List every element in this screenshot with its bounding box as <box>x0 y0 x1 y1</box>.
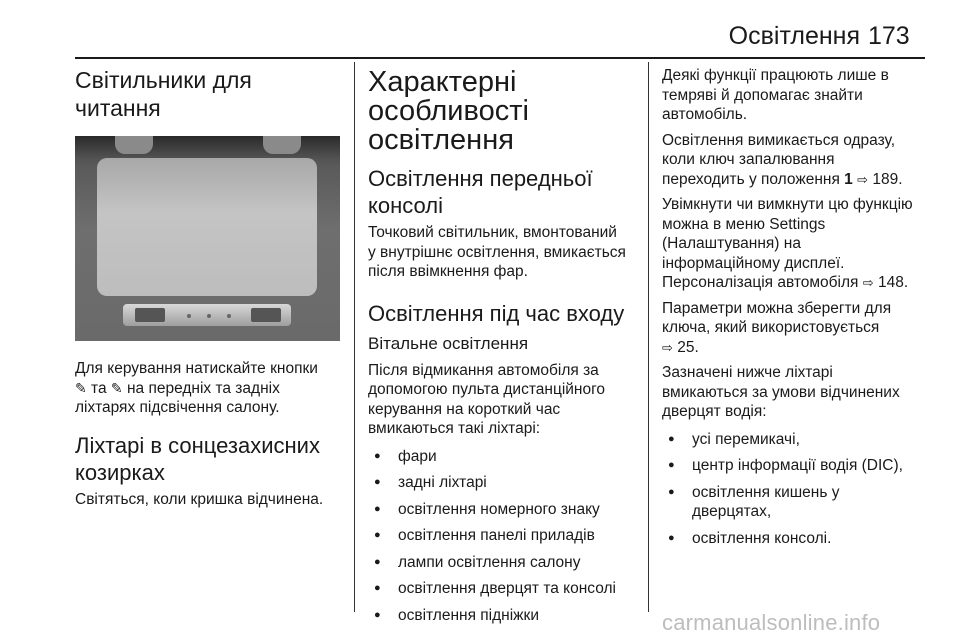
welcome-lights-list <box>368 447 636 626</box>
page-section-title: Освітлення <box>728 22 860 50</box>
door-open-lights-list <box>662 430 932 549</box>
cross-reference-arrow-icon: ⇨ <box>662 339 673 355</box>
list-item: ● фари <box>368 447 636 467</box>
reading-light-rear-icon: ✎ <box>110 379 123 396</box>
reading-lights-paragraph: Для керування натискайте кнопки ✎ та ✎ на передніх та задніх ліхтарях підсвічення салону. <box>75 360 318 416</box>
reading-light-front-icon: ✎ <box>75 379 87 396</box>
list-item: ● усі перемикачі, <box>662 430 932 450</box>
list-item: ● освітлення номерного знаку <box>368 500 636 520</box>
console-lighting-paragraph: Точковий світильник, вмонтований у внутрішнє освітлення, вмикається після ввімкнення фар. <box>368 224 626 280</box>
list-item: ● освітлення панелі приладів <box>368 526 636 546</box>
column-divider-1 <box>354 62 355 612</box>
header-rule <box>75 57 925 59</box>
paragraph-ignition-off: Освітлення вимикається одразу, коли ключ запалювання переходить у положення 1 ⇨ 189. <box>662 131 903 188</box>
list-item: ● лампи освітлення салону <box>368 553 636 573</box>
list-item: ● освітлення консолі. <box>662 529 932 549</box>
list-item: ● центр інформації водія (DIC), <box>662 456 932 476</box>
section-heading-visor-lights: Ліхтарі в сонцезахисних козирках <box>75 432 320 485</box>
column-2 <box>368 62 636 632</box>
section-heading-reading-lights: Світильники для читання <box>75 67 252 121</box>
column-divider-2 <box>648 62 649 612</box>
visor-lights-paragraph: Світяться, коли кришка відчинена. <box>75 490 324 508</box>
cross-reference-arrow-icon: ⇨ <box>857 171 869 187</box>
cross-reference-link[interactable]: 148. <box>877 274 909 291</box>
paragraph-key-memory: Параметри можна зберегти для ключа, який використовується ⇨ 25. <box>662 299 892 356</box>
list-item: ● освітлення дверцят та консолі <box>368 579 636 599</box>
paragraph-settings: Увімкнути чи вимкнути цю функцію можна в меню Settings (Налаштування) на інформаційному дисплеї. Персоналізація автомобіля ⇨ 148. <box>662 196 913 291</box>
overhead-console-panel <box>97 158 317 296</box>
chapter-heading: Характерні особливості освітлення <box>368 66 529 156</box>
paragraph-darkness: Деякі функції працюють лише в темряві й допомагає знайти автомобіль. <box>662 67 889 123</box>
reading-lights-photo <box>75 136 340 341</box>
list-item: ● освітлення підніжки <box>368 606 636 626</box>
page-number: 173 <box>868 22 910 50</box>
column-1 <box>75 62 340 509</box>
cross-reference-link[interactable]: 25. <box>677 338 699 356</box>
subheading-welcome-lighting: Вітальне освітлення <box>368 333 529 353</box>
cross-reference-arrow-icon: ⇨ <box>862 275 874 290</box>
subheading-entry-lighting: Освітлення під час входу <box>368 300 625 326</box>
list-item: ● задні ліхтарі <box>368 473 636 493</box>
column-3 <box>662 62 932 555</box>
list-item: ● освітлення кишень у дверцятах, <box>662 483 932 522</box>
welcome-lighting-paragraph: Після відмикання автомобіля за допомогою пульта дистанційного керування на короткий час вмикаються такі ліхтарі: <box>368 361 606 437</box>
cross-reference-link[interactable]: 189. <box>872 170 903 188</box>
watermark: carmanualsonline.info <box>662 610 881 635</box>
front-reading-light-button <box>135 308 165 322</box>
rear-reading-light-button <box>251 308 281 322</box>
subheading-console-lighting: Освітлення передньої консолі <box>368 166 593 218</box>
paragraph-door-open: Зазначені нижче ліхтарі вмикаються за умови відчинених дверцят водія: <box>662 364 900 420</box>
